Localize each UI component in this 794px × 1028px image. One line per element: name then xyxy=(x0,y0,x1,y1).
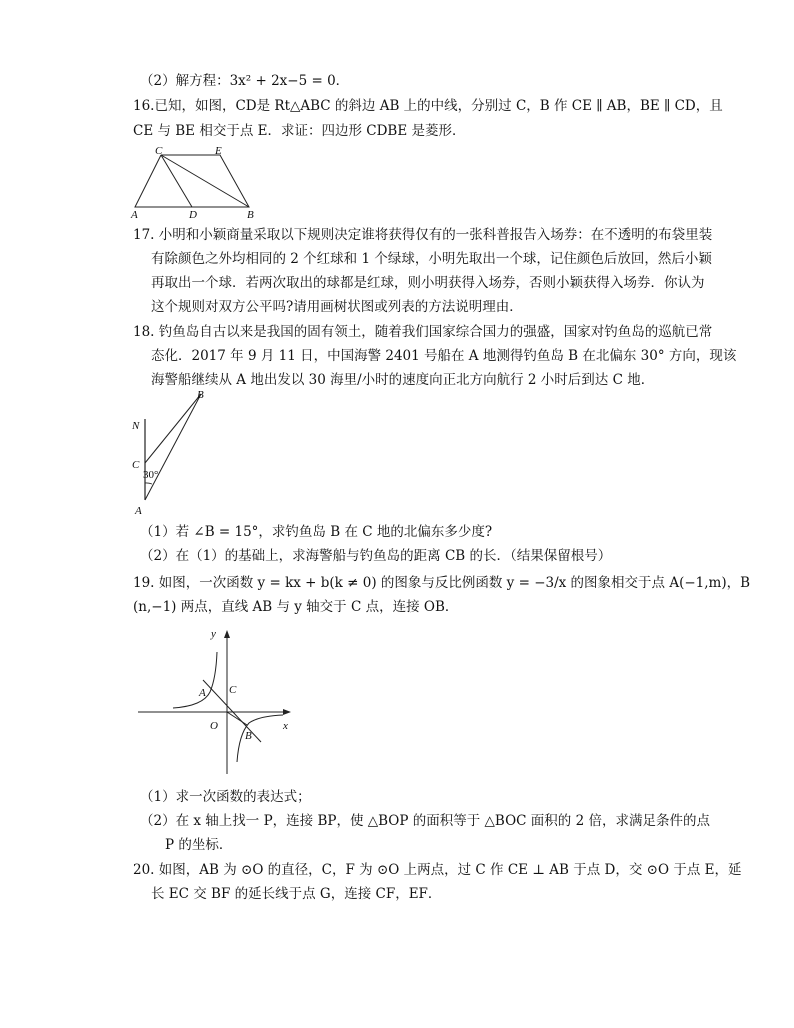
q20-text-line2: 长 EC 交 BF 的延长线于点 G，连接 CF，EF． xyxy=(151,886,442,902)
q18-text-line3: 海警船继续从 A 地出发以 30 海里/小时的速度向正北方向航行 2 小时后到达 C 地． xyxy=(151,372,655,388)
q19-label-a: A xyxy=(199,687,206,699)
q19-label-c: C xyxy=(229,684,237,696)
q15-part2: （2）解方程：3x² + 2x−5 = 0． xyxy=(140,73,350,89)
q19-label-x: x xyxy=(283,720,288,732)
q19-figure xyxy=(133,622,298,780)
q18-label-a: A xyxy=(135,505,142,517)
q20-text-line1: 20. 如图，AB 为 ⊙O 的直径，C，F 为 ⊙O 上两点，过 C 作 CE ⊥ AB 于点 D，交 ⊙O 于点 E，延 xyxy=(133,862,742,878)
q19-label-o: O xyxy=(210,720,218,732)
q19-text-line2: (n,−1) 两点，直线 AB 与 y 轴交于 C 点，连接 OB． xyxy=(133,599,459,615)
q19-label-b: B xyxy=(245,730,252,742)
q18-label-n: N xyxy=(132,420,140,432)
q16-figure xyxy=(125,140,265,220)
q18-label-b: B xyxy=(197,389,204,401)
q18-label-c: C xyxy=(132,459,140,471)
q16-label-b: B xyxy=(247,209,254,220)
q16-label-c: C xyxy=(155,145,163,157)
q17-text-line4: 这个规则对双方公平吗?请用画树状图或列表的方法说明理由． xyxy=(151,299,523,315)
q16-text-line1: 16.已知，如图，CD是 Rt△ABC 的斜边 AB 上的中线，分别过 C，B 作 CE ∥ AB，BE ∥ CD，且 xyxy=(133,98,723,114)
q16-label-a: A xyxy=(131,209,138,220)
q19-text-line1: 19. 如图，一次函数 y = kx + b(k ≠ 0) 的图象与反比例函数 y = −3/x 的图象相交于点 A(−1,m)，B xyxy=(133,575,751,591)
q16-text-line2: CE 与 BE 相交于点 E．求证：四边形 CDBE 是菱形． xyxy=(133,123,466,139)
q18-label-angle: 30° xyxy=(143,469,159,481)
q19-label-y: y xyxy=(211,628,216,640)
q17-text-line2: 有除颜色之外均相同的 2 个红球和 1 个绿球，小明先取出一个球，记住颜色后放回，然后小颖 xyxy=(151,251,712,267)
q16-label-e: E xyxy=(215,145,222,157)
q19-part1: （1）求一次函数的表达式； xyxy=(140,789,311,805)
q19-part2-line1: （2）在 x 轴上找一 P，连接 BP，使 △BOP 的面积等于 △BOC 面积的 2 倍，求满足条件的点 xyxy=(140,813,710,829)
q18-text-line1: 18. 钓鱼岛自古以来是我国的固有领土，随着我们国家综合国力的强盛，国家对钓鱼岛的巡航已常 xyxy=(133,324,713,340)
q18-part1: （1）若 ∠B = 15°，求钓鱼岛 B 在 C 地的北偏东多少度? xyxy=(140,524,493,540)
q19-part2-line2: P 的坐标． xyxy=(165,837,233,853)
q17-text-line1: 17. 小明和小颖商量采取以下规则决定谁将获得仅有的一张科普报告入场券：在不透明的布袋里装 xyxy=(133,227,713,243)
q18-figure xyxy=(125,385,220,517)
q18-part2: （2）在（1）的基础上，求海警船与钓鱼岛的距离 CB 的长．（结果保留根号） xyxy=(140,548,612,564)
q17-text-line3: 再取出一个球．若两次取出的球都是红球，则小明获得入场券，否则小颖获得入场券．你认为 xyxy=(151,275,705,291)
q16-label-d: D xyxy=(189,209,197,220)
q18-text-line2: 态化．2017 年 9 月 11 日，中国海警 2401 号船在 A 地测得钓鱼岛 B 在北偏东 30° 方向，现该 xyxy=(151,348,737,364)
